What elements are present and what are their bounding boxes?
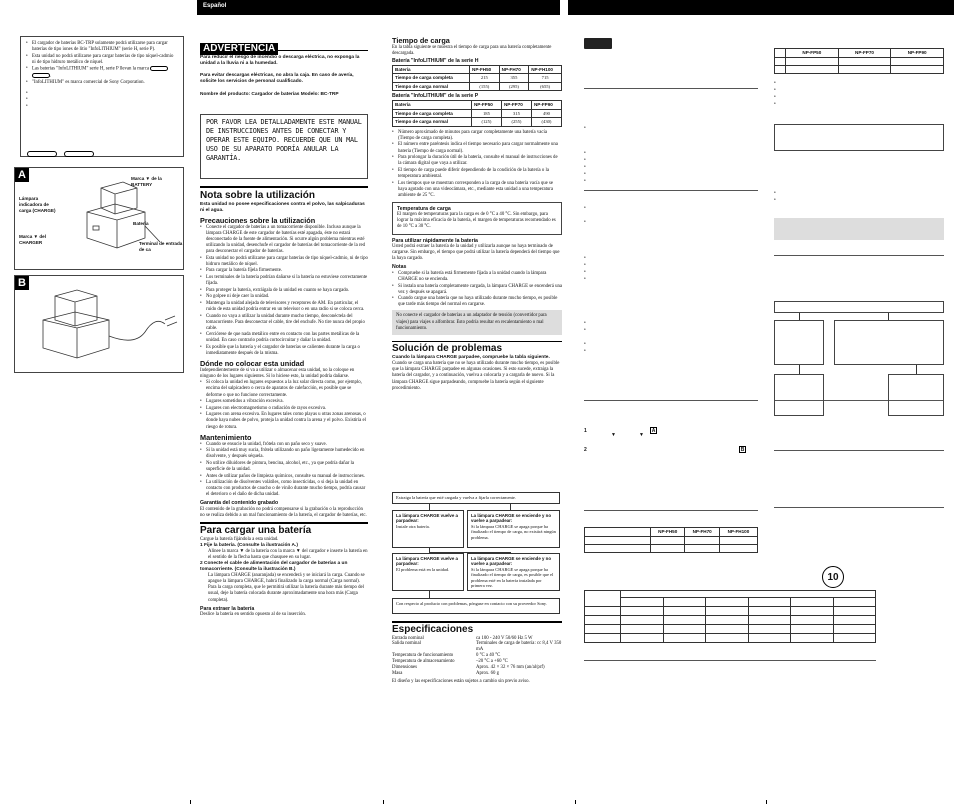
environment-10-logo: 10 <box>822 566 844 588</box>
label-charger-mark: Marca ▼ del CHARGER <box>19 234 47 246</box>
col4-table-bottom <box>584 590 876 643</box>
col4-box-1 <box>774 124 944 151</box>
precauciones-title: Precauciones sobre la utilización <box>200 215 316 225</box>
mantenimiento-list: • Cuando se ensucie la unidad, frótela con un paño seco y suave. • Si la unidad está muy sucia, frótela utilizando un paño ligeramente humedecido en disolvente, y después séquela. • No utilice diluidores de pintura, bencina, alcohol, etc., ya que podría dañar la superficie de la unidad. • Antes de utilizar paños de limpieza químicos, consulte su manual de instrucciones. • La utilización de disolventes volátiles, como insecticidas, o si deja la unidad en contacto con productos de caucho o de vinilo durante mucho tiempo, podría causar el deterioro o el daño de dicha unidad. <box>200 442 368 499</box>
col4-grey-note <box>774 218 944 240</box>
col4-step2: 2 <box>584 447 587 453</box>
col4-label-a: A <box>651 428 656 434</box>
label-battery-mark: Marca ▼ de la BATTERY <box>131 176 162 188</box>
col4-step1: 1 <box>584 428 587 434</box>
donde-text: Independientemente de si va a utilizar o almacenar esta unidad, no la coloque en ninguno de los lugares siguientes. Si lo hiciese esto, la unidad podría dañarse. <box>200 368 355 380</box>
donde-list: • Si coloca la unidad en lugares expuestos a la luz solar directa como, por ejemplo, encima del salpicadero o cerca de aparatos de calefacción, es posible que se deforme o que no funcione correctamente. • Lugares sometidos a vibración excesiva. • Lugares con electromagnetismo o radiación de rayos excesiva. • Lugares con arena excesiva. En lugares tales como playas u otras zonas arenosas, o donde haya nubes de polvo, proteja la unidad contra la arena y el polvo. Existiría el riesgo de rotura. <box>200 380 368 430</box>
flow-left-1: La lámpara CHARGE vuelve a parpadear: Instale otra batería. <box>392 510 464 548</box>
col4-table-fp: NP-FP50 NP-FP70 NP-FP90 <box>774 48 944 74</box>
extraer-title: Para extraer la batería <box>200 605 255 612</box>
tiempo-text: En la tabla siguiente se muestra el tiempo de carga para una batería completamente descargada. <box>392 45 552 57</box>
table-row: Dimensiones Aprox. 42 × 32 × 76 mm (an/al/prf) <box>392 665 545 671</box>
solucion-text: Cuando se carga una batería que no se haya utilizado durante mucho tiempo, es posible que la lámpara CHARGE parpadee en algunas ocasiones. Si esto sucede, extraiga la batería del cargador, y a continuación, vuelva a colocarla y a cargarla de nuevo. Si la lámpara CHARGE sigue parpadeando, compruebe la batería según el siguiente procedimiento. <box>392 361 560 391</box>
temperature-box: Temperatura de carga El margen de temperaturas para la carga es de 0 °C a 40 °C. Sin embargo, para lograr la máxima eficacia de la batería, el margen de temperaturas recomendado es de 10 °C a 30 °C. <box>392 202 562 235</box>
cargar-title: Para cargar una batería <box>200 524 312 536</box>
flow-bottom: Con respecto al producto con problemas, póngase en contacto con su proveedor Sony. <box>392 598 560 614</box>
precauciones-list: • Conecte el cargador de baterías a un tomacorriente disponible. Incluso aunque la lámpara CHARGE de este cargador de baterías esté apagada, éste no estará desconectado de la fuente de alimentación. Si ocurre algún problema mientras esté utilizando la unidad, desenchufe el cargador de baterías del tomacorriente de la red para desconectar el cargador de baterías. • Esta unidad no podrá utilizarse para cargar baterías de tipo níquel-cadmio, ni de tipo hidruro metálico de níquel. • Para cargar la batería fíjela firmemente. • Los terminales de la batería podrían dañarse si la batería no estuviese correctamente fijada. • Para proteger la batería, extráigala de la unidad en cuanto se haya cargado. • No golpee ni deje caer la unidad. • Mantenga la unidad alejada de televisores y receptores de AM. En particular, el ruido de esta unidad podría entrar en un televisor o en una radio si se coloca cerca. • Cuando no vaya a utilizar la unidad durante mucho tiempo, desconéctela del tomacorriente. Para desconectar el cable, tire del enchufe. No tire nunca del propio cable. • Cerciórese de que nada metálico entre en contacto con las partes metálicas de la unidad. En caso contrario podría cortocircuitar y dañar la unidad. • Es posible que la batería y el cargador de baterías se calienten durante la carga o inmediatamente después de la misma. <box>200 225 368 357</box>
table-row: Tiempo de carga normal (155) (295) (655) <box>393 82 562 91</box>
figure-b-label: B <box>15 276 29 290</box>
info-bullet: • El cargador de baterías BC-TRP solamente podrá utilizarse para cargar baterías de tipo iones de litio "InfoLITHIUM" (serie H, serie P). <box>26 41 178 53</box>
step2-text: La lámpara CHARGE (anaranjada) se encenderá y se iniciará la carga. Cuando se apague la lámpara CHARGE, habrá finalizado la carga normal (Carga normal). Para la carga completa, que le permitirá utilizar la batería durante más tiempo del usual, deje la batería colocada durante aproximadamente una hora más (Carga completa). <box>208 573 365 603</box>
table-row: Masa Aprox. 60 g <box>392 670 500 676</box>
garantia-title: Garantía del contenido grabado <box>200 500 279 507</box>
step1-text: Alinee la marca ▼ de la batería con la marca ▼ del cargador e inserte la batería en el sentido de la flecha hasta que chasquee en su lugar. <box>208 548 368 560</box>
info-box: • El cargador de baterías BC-TRP solamente podrá utilizarse para cargar baterías de tipo iones de litio "InfoLITHIUM" (serie H, serie P). • Esta unidad no podrá utilizarse para cargar baterías de tipo níquel-cadmio ni de tipo hidruro metálico de níquel. • Las baterías "InfoLITHIUM" serie H, serie P llevan la marca . • "InfoLITHIUM" es marca comercial de Sony Corporation. • • • <box>20 36 184 157</box>
nota-title: Nota sobre la utilización <box>200 189 316 201</box>
label-input-terminal: Terminal de entrada de ca <box>139 241 183 253</box>
figure-a <box>14 167 184 270</box>
charge-time-table-h: Batería NP-FH50 NP-FH70 NP-FH100 Tiempo de carga completa 215 355 715 Tiempo de carga normal (155) (295) (655) <box>392 65 562 92</box>
flow-top: Extraiga la batería que esté cargada y vuelva a fijarla correctamente. <box>392 492 560 504</box>
info-bullet: • Esta unidad no podrá utilizarse para cargar baterías de tipo níquel-cadmio ni de tipo hidruro metálico de níquel. <box>26 54 178 66</box>
charger-cable-illustration <box>15 276 185 374</box>
label-charge-lamp: Lámpara indicadora de carga (CHARGE) <box>19 196 56 214</box>
infolithium-p-logo <box>64 151 94 157</box>
advertencia-text: Para reducir el riesgo de incendio o descarga eléctrica, no exponga la unidad a la lluvia ni a la humedad. Para evitar descargas eléctricas, no abra la caja. En caso de avería, solicite los servicios de personal cualificado. Nombre del producto: Cargador de baterías Modelo: BC-TRP <box>200 55 360 97</box>
header-language: Español <box>203 3 227 9</box>
infolithium-logos-row <box>27 144 94 162</box>
charge-time-table-p: Batería NP-FP50 NP-FP70 NP-FP90 Tiempo de carga completa 185 315 490 Tiempo de carga normal (125) (255) (430) <box>392 100 562 127</box>
spec-note: El diseño y las especificaciones están sujetos a cambio sin previo aviso. <box>392 678 530 684</box>
donde-title: Dónde no colocar esta unidad <box>200 359 305 369</box>
nota-text: Esta unidad no posee especificaciones contra el polvo, las salpicaduras ni el agua. <box>200 201 365 213</box>
infolithium-h-logo <box>150 66 168 71</box>
advertencia-title: ADVERTENCIA <box>200 38 368 51</box>
solucion-title: Solución de problemas <box>392 343 503 355</box>
infolithium-p-logo <box>32 73 50 78</box>
col4-label-b: B <box>740 447 745 453</box>
step1-title: 1 Fije la batería. (Consulte la ilustración A.) <box>200 542 298 548</box>
flow-right-1: La lámpara CHARGE se enciende y no vuelve a parpadear: Si la lámpara CHARGE se apaga porque ha finalizado el tiempo de carga, no existirá ningún problema. <box>467 510 560 548</box>
table-row: Tiempo de carga completa 185 315 490 <box>393 109 562 118</box>
table-row: Entrada nominal ca 100 - 240 V 50/60 Hz 5 W <box>392 635 533 641</box>
tiempo-notes: • Número aproximado de minutos para cargar completamente una batería vacía (Tiempo de carga completa). • El número entre paréntesis indica el tiempo necesario para cargar normalmente una batería (Tiempo de carga normal). • Para prolongar la duración útil de la batería, consulte el manual de instrucciones de la cámara digital que vaya a utilizar. • El tiempo de carga puede diferir dependiendo de la condición de la batería o la temperatura ambiental. • Los tiempos que se muestran corresponden a la carga de una batería vacía que se haya agotado con una videocámara, etc., mediante esta unidad a una temperatura ambiente de 25 °C. <box>392 130 562 199</box>
col4-black-tag <box>584 38 612 49</box>
mantenimiento-title: Mantenimiento <box>200 432 252 442</box>
label-battery: Batería <box>133 221 149 226</box>
solucion-sub: Cuando la lámpara CHARGE parpadee, compruebe la tabla siguiente. <box>392 355 550 361</box>
grey-note: No conecte el cargador de baterías a un adaptador de tensión (convertidor para viajes) para viajes o alfombrar. Esto podría resultar en recalentamiento o mal funcionamiento. <box>392 310 562 334</box>
flow-right-2: La lámpara CHARGE se enciende y no vuelve a parpadear: Si la lámpara CHARGE se apaga porque ha finalizado el tiempo de carga, es posible que el problema esté en la batería instalada por primera vez. <box>467 553 560 591</box>
table-row: Temperatura de almacenamiento –20 °C a +60 °C <box>392 659 508 665</box>
flow-left-2: La lámpara CHARGE vuelve a parpadear: El problema está en la unidad. <box>392 553 464 591</box>
figure-b <box>14 275 184 373</box>
header-bar-right <box>568 0 954 15</box>
rapida-text: Usted podrá extraer la batería de la unidad y utilizarla aunque no haya terminado de cargarse. Sin embargo, el tiempo que podrá utilizar la batería dependerá del tiempo que la haya cargado. <box>392 244 560 262</box>
info-bullet: • Las baterías "InfoLITHIUM" serie H, serie P llevan la marca . <box>26 66 178 79</box>
table-row: Tiempo de carga normal (125) (255) (430) <box>393 118 562 127</box>
infolithium-h-logo <box>27 151 57 157</box>
tiempo-title: Tiempo de carga <box>392 36 450 45</box>
step2-title: 2 Conecte el cable de alimentación del cargador de baterías a un tomacorriente. (Consulte la ilustración B.) <box>200 561 348 573</box>
table-h-caption: Batería "InfoLITHIUM" de la serie H <box>392 58 479 65</box>
col4-table-fh: NP-FH50 NP-FH70 NP-FH100 <box>584 527 758 553</box>
spec-table <box>392 636 562 677</box>
table-row: Salida nominal Terminales de carga de batería: cc 8,4 V 350 mA <box>392 641 562 653</box>
spec-title: Especificaciones <box>392 623 474 635</box>
info-bullet: • "InfoLITHIUM" es marca comercial de Sony Corporation. <box>26 80 178 86</box>
header-bar-left <box>197 0 560 15</box>
info-box-bullets <box>26 41 178 86</box>
table-row: Temperatura de funcionamiento 0 °C a 40 °C <box>392 653 501 659</box>
table-p-caption: Batería "InfoLITHIUM" de la serie P <box>392 93 479 100</box>
handwritten-warning: POR FAVOR LEA DETALLADAMENTE ESTE MANUAL DE INSTRUCCIONES ANTES DE CONECTAR Y OPERAR ESTE EQUIPO. RECUERDE QUE UN MAL USO DE SU APARATO PODRÍA ANULAR LA GARANTÍA. <box>200 114 368 179</box>
figure-a-label: A <box>15 168 29 182</box>
notas-title: Notas <box>392 264 407 271</box>
rapida-title: Para utilizar rápidamente la batería <box>392 237 478 244</box>
cargar-intro: Cargue la batería fijándola a esta unidad. <box>200 536 279 542</box>
table-row: Tiempo de carga completa 215 355 715 <box>393 74 562 83</box>
extraer-text: Deslice la batería en sentido opuesto al de su inserción. <box>200 612 307 618</box>
garantia-text: El contenido de la grabación no podrá compensarse si la grabación o la reproducción no se realiza debido a un mal funcionamiento de la batería, el cargador de baterías, etc. <box>200 506 367 519</box>
notas-list: • Compruebe si la batería está firmemente fijada a la unidad cuando la lámpara CHARGE no se encienda. • Si instala una batería completamente cargada, la lámpara CHARGE se encenderá una vez y después se apagará. • Cuando cargue una batería que no haya utilizado durante mucho tiempo, es posible que tarde más tiempo del normal en cargarse. <box>392 271 562 309</box>
